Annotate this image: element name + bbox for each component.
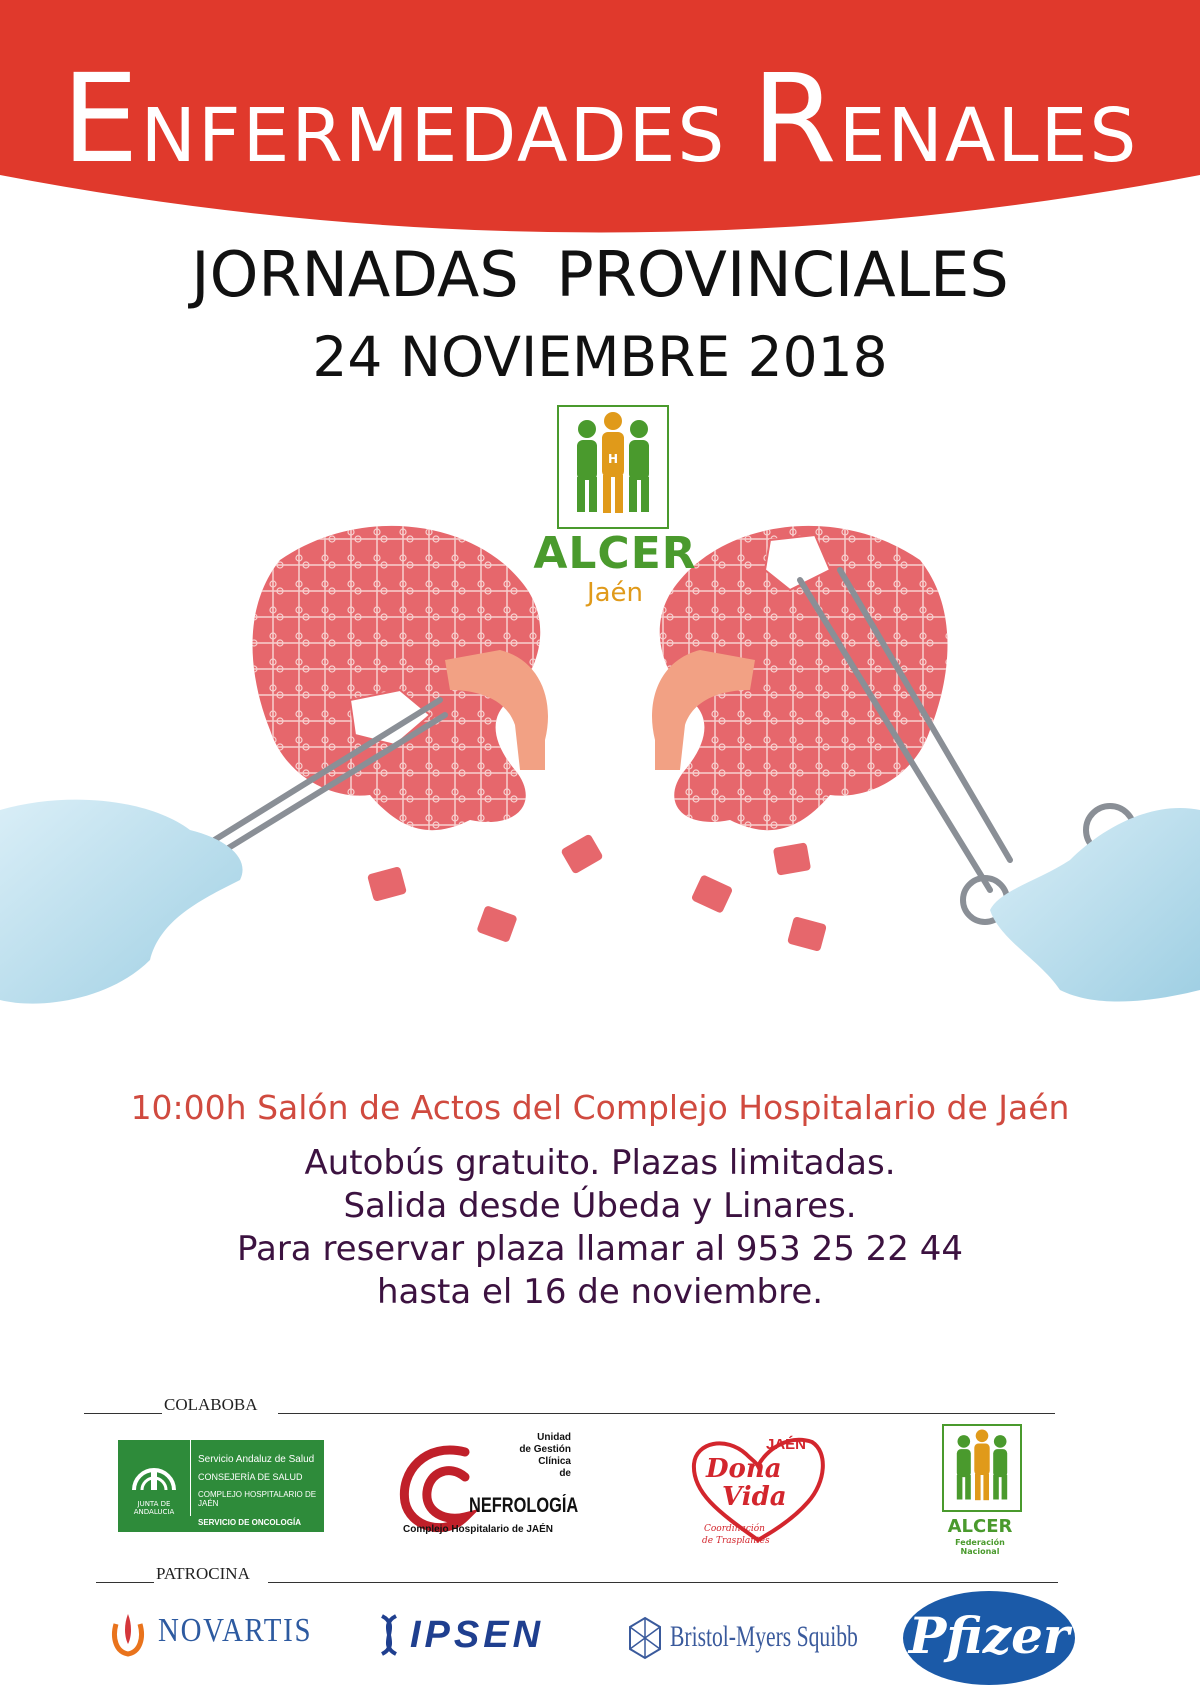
- nefrologia-unit: Unidad de Gestión Clínica de: [519, 1432, 571, 1479]
- pfizer-name: Pfizer: [908, 1606, 1070, 1665]
- left-glove-icon: [0, 800, 243, 1004]
- alcer-federacion-icon: [942, 1424, 1022, 1512]
- event-date: 24 NOVIEMBRE 2018: [312, 325, 888, 389]
- junta-label: JUNTA DE ANDALUCIA: [133, 1500, 175, 1516]
- svg-text:H: H: [607, 452, 619, 466]
- page-title: [0, 48, 1200, 190]
- puzzle-pieces: [367, 833, 827, 952]
- alcer-name: ALCER: [533, 528, 697, 579]
- ipsen-name: IPSEN: [410, 1614, 545, 1656]
- alcer-federacion-logo: [938, 1424, 1022, 1556]
- nefrologia-footer: Complejo Hospitalario de JAÉN: [403, 1524, 554, 1535]
- pfizer-logo: [900, 1588, 1078, 1688]
- alcer-federacion-sub: Federación Nacional: [955, 1538, 1005, 1556]
- alcer-city: Jaén: [586, 578, 644, 608]
- sponsor-line-right: [268, 1582, 1058, 1583]
- event-detail-4: hasta el 16 de noviembre.: [376, 1272, 824, 1312]
- title-initial-1: E: [61, 48, 141, 190]
- dona-vida-logo: [688, 1432, 828, 1550]
- junta-line-1: Servicio Andaluz de Salud: [198, 1454, 315, 1465]
- title-rest-1: NFERMEDADES: [140, 93, 727, 179]
- junta-footer: SERVICIO DE ONCOLOGÍA: [198, 1518, 301, 1527]
- dona-vida-line2: Vida: [722, 1482, 787, 1512]
- alcer-federacion-name: ALCER: [947, 1516, 1013, 1537]
- junta-emblem-icon: [118, 1440, 191, 1516]
- alcer-logo: [557, 405, 669, 529]
- dona-vida-city: JAÉN: [766, 1436, 807, 1453]
- bms-star-icon: [626, 1616, 664, 1660]
- title-rest-2: ENALES: [838, 93, 1139, 179]
- novartis-flame-icon: [110, 1610, 146, 1658]
- nefrologia-name: NEFROLOGÍA: [469, 1494, 579, 1517]
- bms-logo: [626, 1612, 856, 1668]
- ipsen-logo: [372, 1608, 592, 1668]
- junta-line-3: COMPLEJO HOSPITALARIO DE JAÉN: [198, 1490, 317, 1508]
- nefrologia-logo: [395, 1432, 579, 1542]
- collab-label: COLABOBA: [164, 1395, 258, 1414]
- dona-vida-sub1: Coordinación: [704, 1524, 765, 1534]
- sponsor-label: PATROCINA: [156, 1564, 250, 1583]
- event-detail-1: Autobús gratuito. Plazas limitadas.: [304, 1143, 896, 1183]
- right-glove-icon: [990, 808, 1200, 1002]
- event-detail-2: Salida desde Úbeda y Linares.: [343, 1186, 857, 1226]
- nefrologia-swirl-icon: [395, 1442, 485, 1537]
- dona-vida-sub2: de Trasplantes: [702, 1536, 770, 1546]
- sponsor-line-left: [96, 1582, 154, 1583]
- junta-andalucia-logo: [118, 1440, 324, 1532]
- dona-vida-line1: Dona: [706, 1454, 782, 1484]
- title-initial-2: R: [751, 48, 839, 190]
- collab-line-left: [84, 1413, 162, 1414]
- bms-name: Bristol-Myers Squibb: [670, 1620, 858, 1653]
- event-time-place: 10:00h Salón de Actos del Complejo Hospitalario de Jaén: [130, 1088, 1070, 1127]
- subtitle: JORNADAS PROVINCIALES: [191, 238, 1009, 311]
- event-detail-3: Para reservar plaza llamar al 953 25 22 44: [237, 1229, 963, 1269]
- ipsen-helix-icon: [372, 1612, 406, 1658]
- collab-line-right: [278, 1413, 1055, 1414]
- junta-line-2: CONSEJERÍA DE SALUD: [198, 1472, 303, 1482]
- novartis-logo: [110, 1604, 313, 1664]
- novartis-name: NOVARTIS: [158, 1612, 313, 1649]
- family-people-icon: [559, 407, 667, 527]
- left-kidney-icon: [253, 526, 549, 830]
